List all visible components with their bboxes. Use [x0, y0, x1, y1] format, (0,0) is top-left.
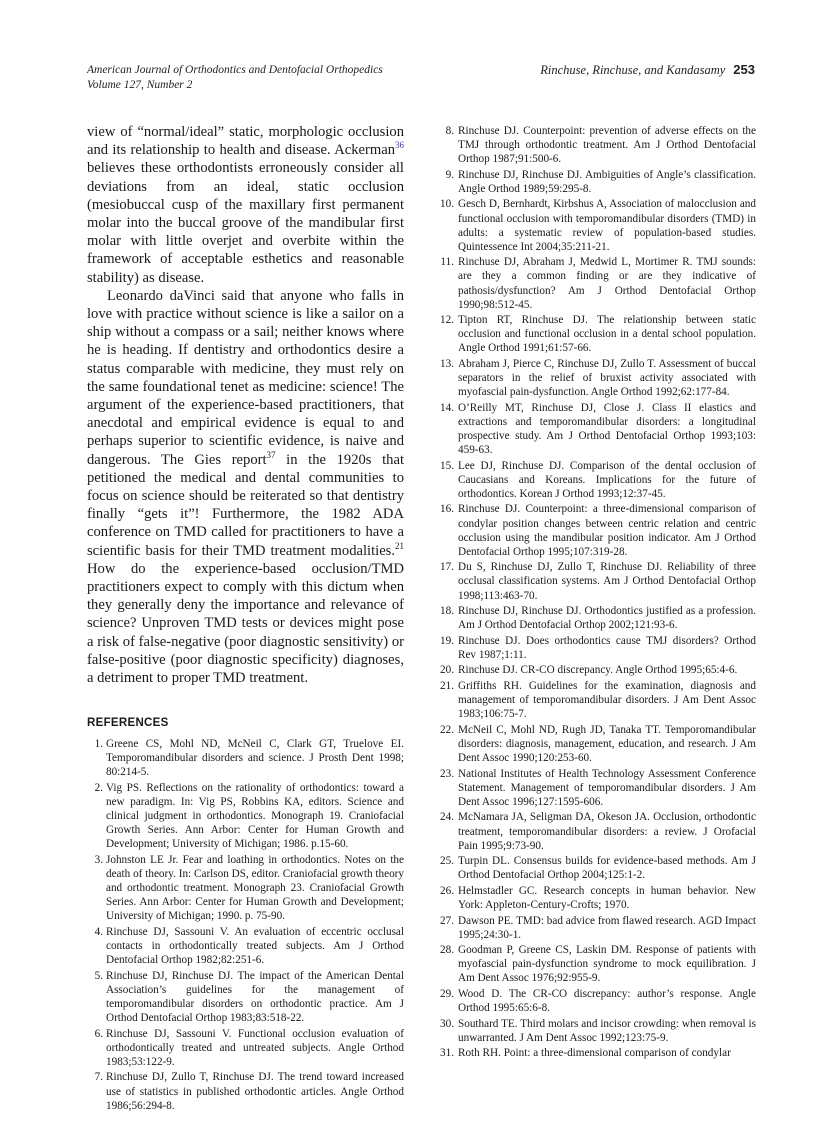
reference-item: 22. McNeil C, Mohl ND, Rugh JD, Tanaka TT. Temporomandibular disorders: diagnosis, management, education, and research. J Am Dent Assoc 1990;120:253-60. [440, 723, 756, 765]
reference-item: 11. Rinchuse DJ, Abraham J, Medwid L, Mortimer R. TMJ sounds: are they a common finding or are they indicative of pathosis/dysfunction? Am J Orthod Dentofacial Orthop 1990;98:512-45. [440, 256, 756, 311]
reference-item: 13. Abraham J, Pierce C, Rinchuse DJ, Zullo T. Assessment of buccal separators in the relief of bruxist activity associated with myofascial pain-dysfunction. Angle Orthod 1992;62:177-84. [440, 358, 756, 399]
reference-item: 6. Rinchuse DJ, Sassouni V. Functional occlusion evaluation of orthodontically treated and untreated subjects. Angle Orthod 1983;53:122-9. [94, 1027, 404, 1068]
citation-36[interactable]: 36 [395, 140, 404, 151]
reference-list-right [439, 124, 756, 1061]
reference-item: 12. Tipton RT, Rinchuse DJ. The relationship between static occlusion and functional occlusion in a dental school population. Angle Orthod 1991;61:57-66. [440, 314, 756, 355]
reference-item: 24. McNamara JA, Seligman DA, Okeson JA. Occlusion, orthodontic treatment, temporomandibular disorders: a review. J Orofacial Pain 1995;9:73-90. [440, 811, 756, 852]
reference-item: 4. Rinchuse DJ, Sassouni V. An evaluation of eccentric occlusal contacts in orthodontically treated subjects. Am J Orthod Dentofacial Orthop 1982;82:251-6. [94, 926, 404, 967]
reference-item: 1. Greene CS, Mohl ND, McNeil C, Clark GT, Truelove EI. Temporomandibular disorders and science. J Prosth Dent 1998; 80:214-5. [94, 738, 404, 779]
body-paragraph-2: Leonardo daVinci said that anyone who falls in love with practice without science is like a sailor on a ship without a compass or a sail; neither knows where he is heading. If dentistry and orthodontics desire a status comparable with medicine, they must rely on the same foundational tenet as medicine: science! The argument of the experience-based practitioners, that anecdotal and empirical evidence is equal to and perhaps superior to scientific evidence, is naive and dangerous. The Gies report$^{37}$ in the 1920s that petitioned the medical and dental communities to focus on science should be reiterated so that dentistry finally “gets it”! Furthermore, the 1982 ADA conference on TMD called for practitioners to have a scientific basis for their TMD treatment modalities.$^{21}$ How do the experience-based occlusion/TMD practitioners expect to comply with this dictum when they generally deny the importance and relevance of science? Unproven TMD tests or devices might pose a risk of false-negative (poor diagnostic sensitivity) or false-positive (poor diagnostic specificity) diagnoses, a detriment to proper TMD treatment. [87, 287, 404, 687]
references-heading: REFERENCES [87, 717, 169, 730]
reference-item: 28. Goodman P, Greene CS, Laskin DM. Response of patients with myofascial pain-dysfunction syndrome to mock equilibration. J Am Dent Assoc 1976;92:955-9. [440, 944, 756, 985]
author-running-head [540, 63, 755, 78]
reference-item: 17. Du S, Rinchuse DJ, Zullo T, Rinchuse DJ. Reliability of three occlusal classification systems. Am J Orthod Dentofacial Orthop 1998;113:463-70. [440, 561, 756, 602]
reference-item: 27. Dawson PE. TMD: bad advice from flawed research. AGD Impact 1995;24:30-1. [440, 914, 756, 941]
reference-item: 31. Roth RH. Point: a three-dimensional comparison of condylar [440, 1047, 731, 1060]
reference-item: 10. Gesch D, Bernhardt, Kirbshus A, Association of malocclusion and functional occlusion with temporomandibular disorders (TMD) in adults: a systematic review of population-based studies. Quintessence Int 2004;35:211-21. [440, 198, 756, 253]
reference-item: 20. Rinchuse DJ. CR-CO discrepancy. Angle Orthod 1995;65:4-6. [440, 664, 738, 677]
reference-item: 14. O’Reilly MT, Rinchuse DJ, Close J. Class II elastics and extractions and temporomandibular disorders: a longitudinal prospective study. Am J Orthod Dentofacial Orthop 1993;103: 459-63. [440, 401, 756, 457]
citation-37[interactable]: 37 [266, 449, 276, 460]
reference-item: 16. Rinchuse DJ. Counterpoint: a three-dimensional comparison of condylar position changes between centric relation and centric occlusion using the mandibular position indicator. Am J Orthod Dentofacial Orthop 1995;107:319-28. [440, 503, 756, 558]
reference-list-left [87, 737, 404, 1112]
reference-item: 21. Griffiths RH. Guidelines for the examination, diagnosis and management of temporomandibular disorders. J Am Dent Assoc 1983;106:75-7. [440, 680, 756, 721]
left-column [87, 123, 404, 1114]
reference-item: 15. Lee DJ, Rinchuse DJ. Comparison of the dental occlusion of Caucasians and Koreans. Implications for the future of orthodontics. Korean J Orthod 1993;12:37-45. [440, 459, 756, 500]
reference-item: 25. Turpin DL. Consensus builds for evidence-based methods. Am J Orthod Dentofacial Orthop 2004;125:1-2. [440, 855, 756, 882]
reference-item: 3. Johnston LE Jr. Fear and loathing in orthodontics. Notes on the death of theory. In: Carlson DS, editor. Craniofacial growth theory and orthodontic treatment. Monograph 23. Craniofacial Growth Series. Ann Arbor: Center for Human Growth and Development; University of Michigan; 1990. p. 75-90. [94, 854, 404, 923]
reference-item: 26. Helmstadler GC. Research concepts in human behavior. New York: Appleton-Century-Crofts; 1970. [440, 884, 756, 911]
journal-volume: Volume 127, Number 2 [87, 78, 193, 91]
reference-item: 8. Rinchuse DJ. Counterpoint: prevention of adverse effects on the TMJ through orthodontic treatment. Am J Orthod Dentofacial Orthop 1987;91:500-6. [445, 125, 756, 166]
journal-title: American Journal of Orthodontics and Dentofacial Orthopedics [87, 64, 383, 76]
reference-item: 7. Rinchuse DJ, Zullo T, Rinchuse DJ. The trend toward increased use of statistics in published orthodontic articles. Angle Orthod 1986;56:294-8. [94, 1071, 404, 1112]
page-number: 253 [733, 62, 755, 77]
reference-item: 30. Southard TE. Third molars and incisor crowding: when removal is unwarranted. J Am Dent Assoc 1992;123:75-9. [440, 1017, 756, 1044]
authors: Rinchuse, Rinchuse, and Kandasamy [540, 63, 726, 77]
reference-item: 9. Rinchuse DJ, Rinchuse DJ. Ambiguities of Angle’s classification. Angle Orthod 1989;59:295-8. [445, 168, 756, 195]
reference-item: 2. Vig PS. Reflections on the rationality of orthodontics: toward a new paradigm. In: Vig PS, Robbins KA, editors. Science and clinical judgment in orthodontics. Monograph 19. Craniofacial Growth Series. Ann Arbor: Center for Human Growth and Development; University of Michigan; 1986. p.15-60. [94, 782, 404, 851]
reference-item: 18. Rinchuse DJ, Rinchuse DJ. Orthodontics justified as a profession. Am J Orthod Dentofacial Orthop 2002;121:93-6. [440, 605, 756, 632]
reference-item: 5. Rinchuse DJ, Rinchuse DJ. The impact of the American Dental Association’s guidelines for the management of temporomandibular disorders on orthodontic practice. Am J Orthod Dentofacial Orthop 1983;83:518-22. [94, 969, 404, 1025]
reference-item: 23. National Institutes of Health Technology Assessment Conference Statement. Management of temporomandibular disorders. J Am Dent Assoc 1996;127:1595-606. [440, 767, 756, 808]
reference-item: 29. Wood D. The CR-CO discrepancy: author’s response. Angle Orthod 1995:65:6-8. [440, 988, 756, 1015]
reference-item: 19. Rinchuse DJ. Does orthodontics cause TMJ disorders? Orthod Rev 1987;1:11. [440, 634, 756, 661]
body-paragraph-1: view of “normal/ideal” static, morphologic occlusion and its relationship to health and disease. Ackerman$^{36}$ believes these orthodontists erroneously consider all deviations from an ideal, static occlusion (mesiobuccal cusp of the maxillary first permanent molar into the buccal groove of the mandibular first molar with little overjet and overbite within the framework of acceptable esthetics and reasonable stability) as disease. [87, 124, 404, 286]
journal-info [87, 63, 383, 92]
citation-21[interactable]: 21 [395, 540, 404, 551]
right-column [439, 124, 756, 1062]
